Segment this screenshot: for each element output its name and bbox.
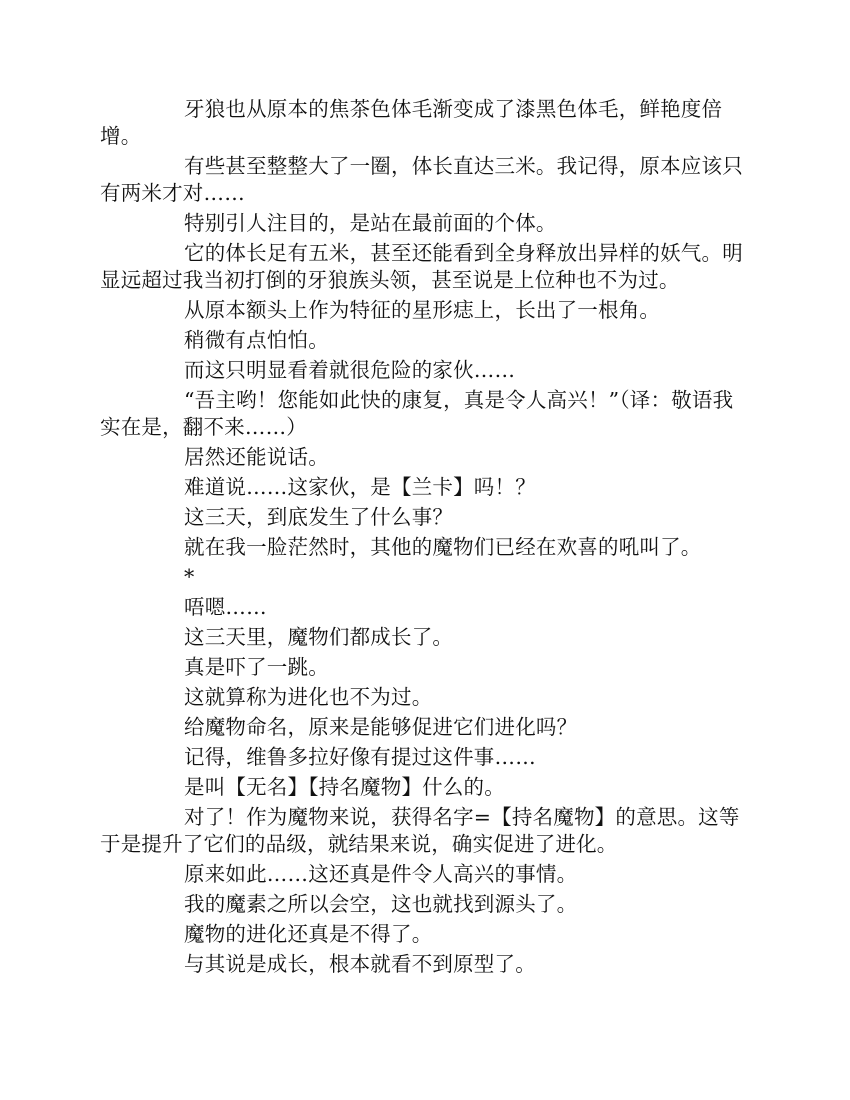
paragraph: 唔嗯…… xyxy=(184,595,267,619)
paragraph: 我的魔素之所以会空，这也就找到源头了。 xyxy=(184,892,578,916)
paragraph: 魔物的进化还真是不得了。 xyxy=(184,922,433,946)
paragraph: 原来如此……这还真是件令人高兴的事情。 xyxy=(184,862,578,886)
paragraph: 与其说是成长，根本就看不到原型了。 xyxy=(184,952,536,976)
paragraph: “吾主哟！您能如此快的康复，真是令人高兴！”（译：敬语我实在是，翻不来……） xyxy=(100,388,734,439)
paragraph: 真是吓了一跳。 xyxy=(184,655,329,679)
paragraph: 有些甚至整整大了一圈，体长直达三米。我记得，原本应该只有两米才对…… xyxy=(100,154,743,205)
paragraph: 给魔物命名，原来是能够促进它们进化吗？ xyxy=(184,715,578,739)
paragraph: 是叫【无名】【持名魔物】什么的。 xyxy=(184,775,505,799)
paragraph: 就在我一脸茫然时，其他的魔物们已经在欢喜的吼叫了。 xyxy=(184,535,702,559)
paragraph: 稍微有点怕怕。 xyxy=(184,328,329,352)
paragraph: 难道说……这家伙，是【兰卡】吗！？ xyxy=(184,475,536,499)
paragraph: 这三天里，魔物们都成长了。 xyxy=(184,625,454,649)
paragraph: 记得，维鲁多拉好像有提过这件事…… xyxy=(184,745,536,769)
paragraph: 居然还能说话。 xyxy=(184,445,329,469)
paragraph: 而这只明显看着就很危险的家伙…… xyxy=(184,358,516,382)
paragraph: 特别引人注目的，是站在最前面的个体。 xyxy=(184,211,557,235)
paragraph: 这就算称为进化也不为过。 xyxy=(184,685,433,709)
paragraph: 对了！作为魔物来说，获得名字=【持名魔物】的意思。这等于是提升了它们的品级，就结果来说，确实促进了进化。 xyxy=(100,805,740,856)
section-separator: * xyxy=(184,565,195,589)
document-page xyxy=(100,96,750,978)
paragraph: 从原本额头上作为特征的星形痣上，长出了一根角。 xyxy=(184,298,661,322)
paragraph: 它的体长足有五米，甚至还能看到全身释放出异样的妖气。明显远超过我当初打倒的牙狼族头领，甚至说是上位种也不为过。 xyxy=(100,241,743,292)
paragraph: 这三天，到底发生了什么事？ xyxy=(184,505,454,529)
paragraph: 牙狼也从原本的焦茶色体毛渐变成了漆黑色体毛，鲜艳度倍增。 xyxy=(100,97,723,148)
